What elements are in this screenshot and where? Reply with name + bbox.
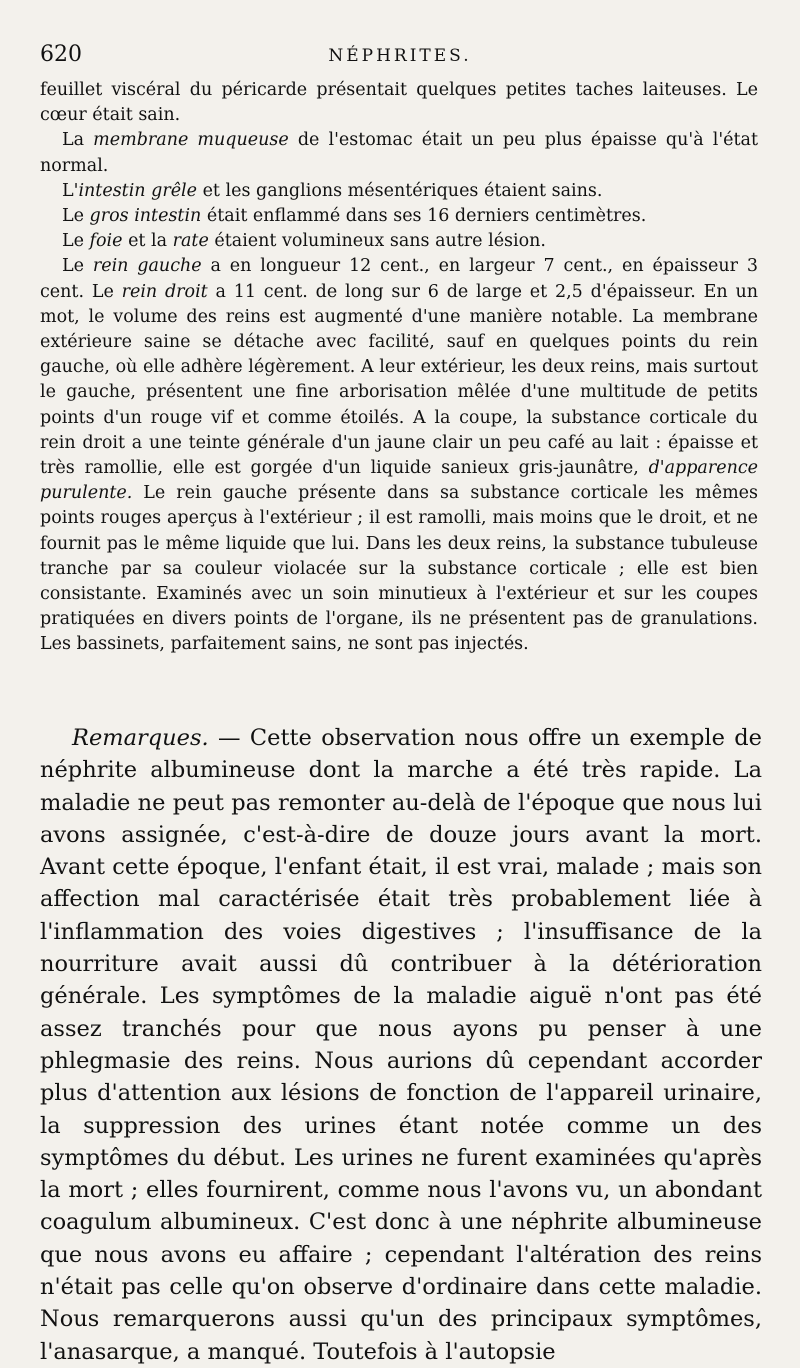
page-number: 620 (40, 42, 82, 67)
observation-text (40, 78, 758, 658)
remarks-section (40, 722, 762, 1368)
paragraph-reins: Le rein gauche a en longueur 12 cent., en largeur 7 cent., en épaisseur 3 cent. Le rein droit a 11 cent. de long sur 6 de large et 2,5 d'épaisseur. En un mot, le volume des reins est augmenté d'une manière notable. La membrane extérieure saine se détache avec facilité, sauf en quelques points du rein gauche, où elle adhère légèrement. A leur extérieur, les deux reins, mais surtout le gauche, présentent une fine arborisation mêlée d'une multitude de petits points d'un rouge vif et comme étoilés. A la coupe, la substance corticale du rein droit a une teinte générale d'un jaune clair un peu café au lait : épaisse et très ramollie, elle est gorgée d'un liquide sanieux gris-jaunâtre, d'apparence purulente. Le rein gauche présente dans sa substance corticale les mêmes points rouges aperçus à l'extérieur ; il est ramolli, mais moins que le droit, et ne fournit pas le même liquide que lui. Dans les deux reins, la substance tubuleuse tranche par sa couleur violacée sur la substance corticale ; elle est bien consistante. Examinés avec un soin minutieux à l'extérieur et sur les coupes pratiquées en divers points de l'organe, ils ne présentent pas de granulations. Les bassinets, parfaitement sains, ne sont pas injectés. (40, 256, 758, 655)
paragraph-estomac: La membrane muqueuse de l'estomac était un peu plus épaisse qu'à l'état normal. (40, 130, 759, 176)
running-title: NÉPHRITES. (328, 46, 472, 66)
paragraph-pericarde: feuillet viscéral du péricarde présentait quelques petites taches laiteuses. Le cœur était sain. (40, 80, 758, 126)
paragraph-foie-rate: Le foie et la rate étaient volumineux sans autre lésion. (62, 231, 546, 252)
remarks-paragraph (40, 722, 762, 1368)
remarks-label: Remarques. (72, 725, 209, 751)
paragraph-intestin-grele: L'intestin grêle et les ganglions mésentériques étaient sains. (62, 180, 603, 201)
remarks-text: — Cette observation nous offre un exemple de néphrite albumineuse dont la marche a été très rapide. La maladie ne peut pas remonter au-delà de l'époque que nous lui avons assignée, c'est-à-dire de douze jours avant la mort. Avant cette époque, l'enfant était, il est vrai, malade ; mais son affection mal caractérisée était très probablement liée à l'inflammation des voies digestives ; l'insuffisance de la nourriture avait aussi dû contribuer à la détérioration générale. Les symptômes de la maladie aiguë n'ont pas été assez tranchés pour que nous ayons pu penser à une phlegmasie des reins. Nous aurions dû cependant accorder plus d'attention aux lésions de fonction de l'appareil urinaire, la suppression des urines étant notée comme un des symptômes du début. Les urines ne furent examinées qu'après la mort ; elles fournirent, comme nous l'avons vu, un abondant coagulum albumineux. C'est donc à une néphrite albumineuse que nous avons eu affaire ; cependant l'altération des reins n'était pas celle qu'on observe d'ordinaire dans cette maladie. Nous remarquerons aussi qu'un des principaux symptômes, l'anasarque, a manqué. Toutefois à l'autopsie (40, 725, 762, 1365)
paragraph-gros-intestin: Le gros intestin était enflammé dans ses 16 derniers centimètres. (62, 206, 647, 227)
page-header (40, 42, 760, 82)
